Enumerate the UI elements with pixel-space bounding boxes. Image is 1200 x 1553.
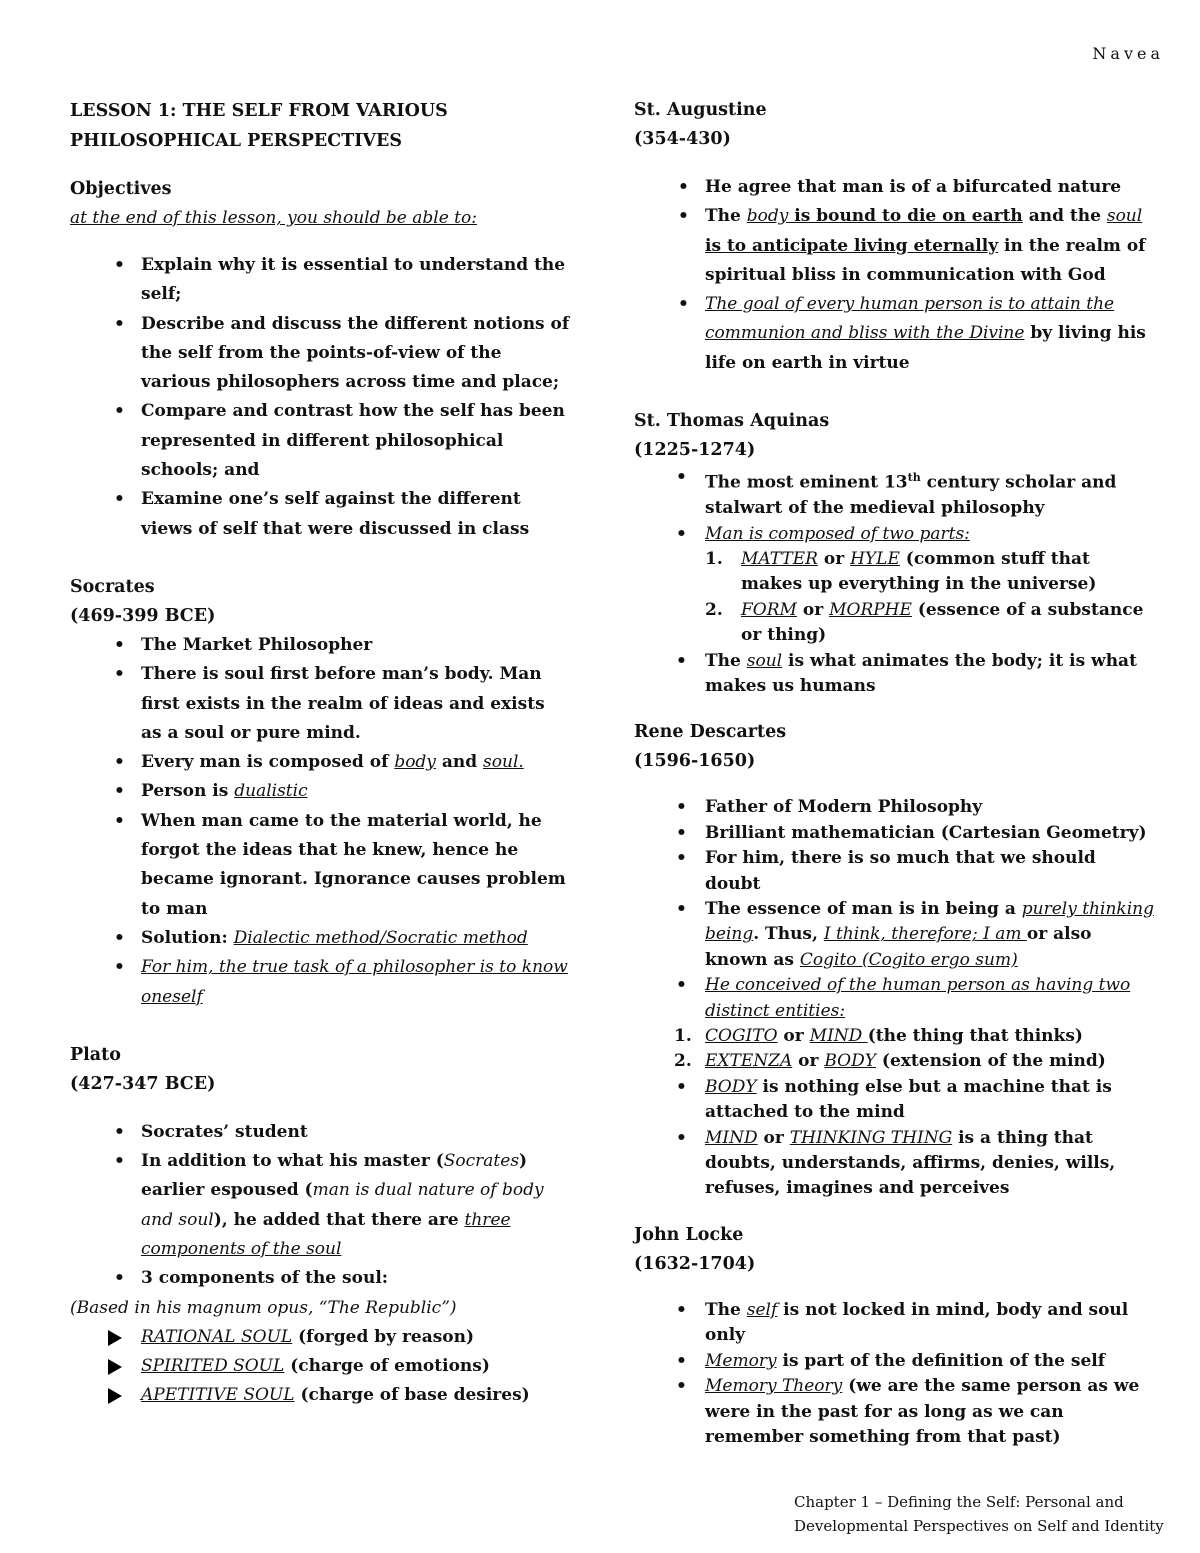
list-item: APETITIVE SOUL (charge of base desires) — [70, 1381, 570, 1410]
list-item: • Every man is composed of body and soul. — [70, 748, 570, 777]
locke-years: (1632-1704) — [634, 1253, 756, 1274]
objectives-heading: Objectives — [70, 179, 172, 199]
objectives-intro: at the end of this lesson, you should be able to: — [70, 208, 477, 228]
lesson-title-line2: PHILOSOPHICAL PERSPECTIVES — [70, 131, 402, 151]
list-item: • He conceived of the human person as having two distinct entities: — [634, 973, 1154, 1024]
list-item: • For him, there is so much that we should doubt — [634, 846, 1154, 897]
descartes-years: (1596-1650) — [634, 751, 756, 772]
augustine-list — [634, 173, 1154, 378]
augustine-name: St. Augustine — [634, 100, 767, 120]
locke-name: John Locke — [634, 1224, 744, 1245]
objectives-list — [70, 251, 570, 544]
list-item: • The most eminent 13th century scholar and stalwart of the medieval philosophy — [634, 465, 1154, 521]
list-item: • Father of Modern Philosophy — [634, 795, 1154, 820]
soul-components-list — [70, 1323, 570, 1411]
list-item: • Solution: Dialectic method/Socratic method — [70, 924, 570, 953]
list-item: RATIONAL SOUL (forged by reason) — [70, 1323, 570, 1352]
descartes-entities-list — [634, 1024, 1154, 1075]
list-item: • There is soul first before man’s body. Man first exists in the realm of ideas and exists as a soul or pure mind. — [70, 660, 570, 748]
socrates-list — [70, 631, 570, 1012]
list-item: • BODY is nothing else but a machine that is attached to the mind — [634, 1075, 1154, 1126]
list-item: • Person is dualistic — [70, 777, 570, 806]
right-column — [634, 96, 1154, 1450]
left-column — [70, 96, 570, 1411]
list-item: • Brilliant mathematician (Cartesian Geometry) — [634, 821, 1154, 846]
socrates-name: Socrates — [70, 576, 155, 597]
list-item: 1. MATTER or HYLE (common stuff that makes up everything in the universe) — [705, 548, 1097, 595]
republic-note: (Based in his magnum opus, “The Republic”) — [70, 1297, 457, 1318]
list-item: • The Market Philosopher — [70, 631, 570, 660]
list-item: • Examine one’s self against the different views of self that were discussed in class — [70, 485, 570, 544]
plato-list — [70, 1118, 570, 1294]
descartes-list — [634, 795, 1154, 1024]
aquinas-years: (1225-1274) — [634, 440, 756, 461]
list-item: • When man came to the material world, he forgot the ideas that he knew, hence he became ignorant. Ignorance causes problem to man — [70, 807, 570, 924]
socrates-years: (469-399 BCE) — [70, 605, 216, 626]
footer-line2: Developmental Perspectives on Self and Identity — [794, 1517, 1164, 1535]
footer-line1: Chapter 1 – Defining the Self: Personal and — [794, 1493, 1124, 1511]
list-item: • He agree that man is of a bifurcated nature — [634, 173, 1154, 202]
list-item: • For him, the true task of a philosopher is to know oneself — [70, 953, 570, 1012]
list-item: 2. EXTENZA or BODY (extension of the mind) — [674, 1051, 1106, 1072]
list-item: • Describe and discuss the different notions of the self from the points-of-view of the various philosophers across time and place; — [70, 310, 570, 398]
lesson-title-line1: LESSON 1: THE SELF FROM VARIOUS — [70, 101, 448, 121]
list-item: • The goal of every human person is to attain the communion and bliss with the Divine by living his life on earth in virtue — [634, 290, 1154, 378]
list-item: • MIND or THINKING THING is a thing that doubts, understands, affirms, denies, wills, refuses, imagines and perceives — [634, 1126, 1154, 1202]
aquinas-list — [634, 465, 1154, 547]
list-item: • The self is not locked in mind, body and soul only — [634, 1298, 1154, 1349]
aquinas-name: St. Thomas Aquinas — [634, 411, 830, 432]
list-item: 2. FORM or MORPHE (essence of a substance or thing) — [705, 599, 1144, 646]
list-item: SPIRITED SOUL (charge of emotions) — [70, 1352, 570, 1381]
locke-list — [634, 1298, 1154, 1450]
list-item: • Socrates’ student — [70, 1118, 570, 1147]
list-item: • Memory is part of the definition of the self — [634, 1349, 1154, 1374]
list-item: • The body is bound to die on earth and the soul is to anticipate living eternally in the realm of spiritual bliss in communication with God — [634, 202, 1154, 290]
list-item: • In addition to what his master (Socrates) earlier espoused (man is dual nature of body and soul), he added that there are three components of the soul — [70, 1147, 570, 1264]
aquinas-parts-list — [634, 547, 1154, 649]
author-name: Navea — [1092, 44, 1164, 63]
list-item: • The essence of man is in being a purely thinking being. Thus, I think, therefore; I am or also known as Cogito (Cogito ergo sum) — [634, 897, 1154, 973]
list-item: 1. COGITO or MIND (the thing that thinks) — [674, 1026, 1083, 1047]
plato-name: Plato — [70, 1044, 121, 1065]
list-item: • Man is composed of two parts: — [634, 522, 1154, 547]
descartes-name: Rene Descartes — [634, 722, 787, 743]
list-item: • Memory Theory (we are the same person as we were in the past for as long as we can remember something from that past) — [634, 1374, 1154, 1450]
page-footer — [794, 1490, 1164, 1538]
list-item: • Compare and contrast how the self has been represented in different philosophical schools; and — [70, 397, 570, 485]
list-item: • The soul is what animates the body; it is what makes us humans — [634, 649, 1154, 700]
plato-years: (427-347 BCE) — [70, 1073, 216, 1094]
list-item: • 3 components of the soul: — [70, 1264, 570, 1293]
list-item: • Explain why it is essential to understand the self; — [70, 251, 570, 310]
augustine-years: (354-430) — [634, 129, 731, 149]
